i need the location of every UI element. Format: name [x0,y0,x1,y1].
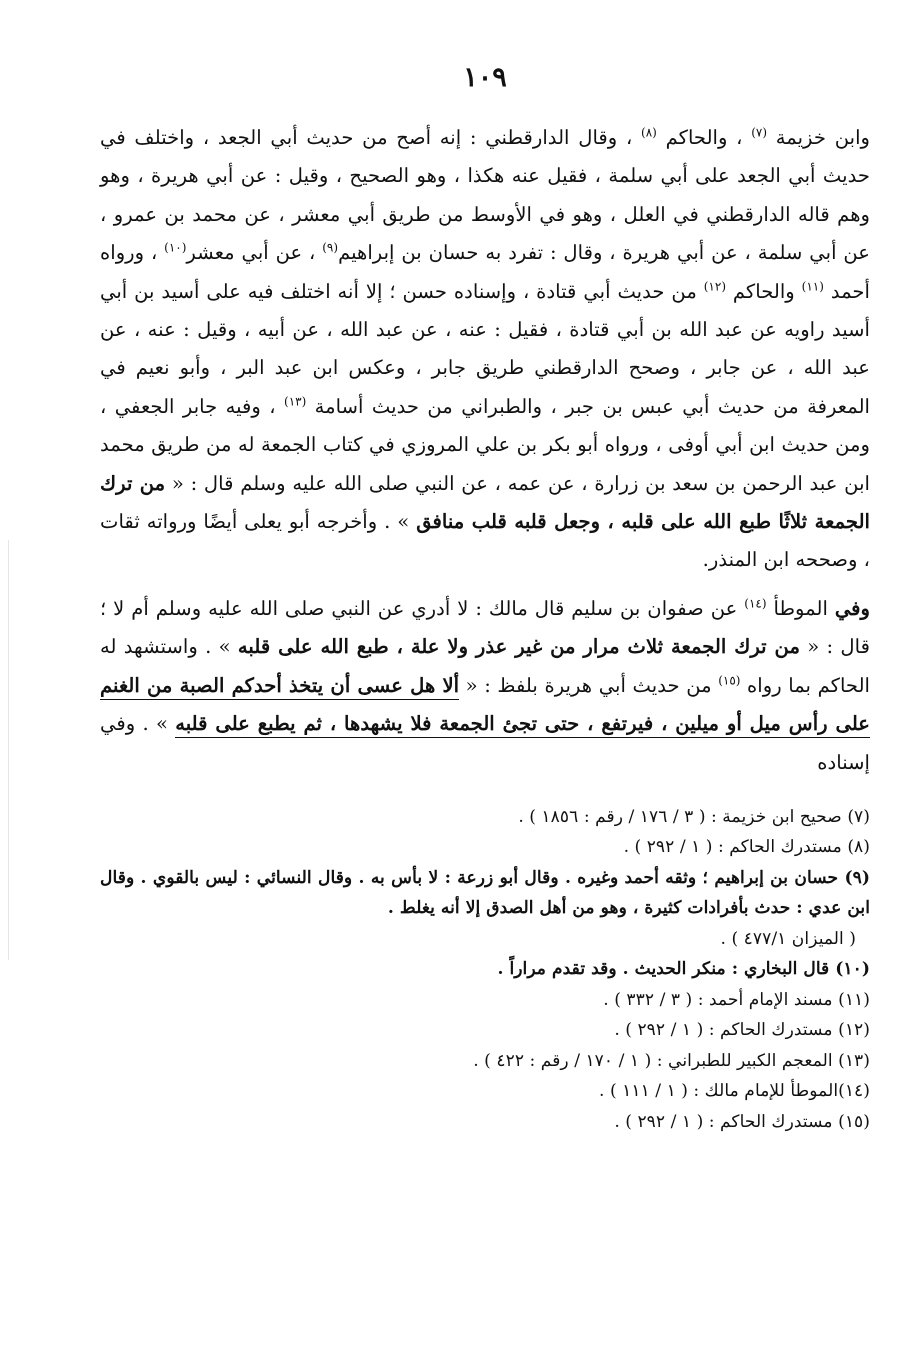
book-page [100,62,870,1137]
footnote-ref[interactable]: (٧) [751,125,768,140]
footnote-9: (٩) حسان بن إبراهيم ؛ وثقه أحمد وغيره . وقال أبو زرعة : لا بأس به . وقال النسائي : ليس بالقوي . وقال ابن عدي : حدث بأفرادات كثيرة ، وهو من أهل الصدق إلا أنه يغلط . [100,867,870,919]
page-number: ١٠٩ [463,62,507,93]
footnote-ref[interactable]: (٨) [641,125,657,140]
footnote-ref[interactable]: (١٣) [284,394,307,409]
text-run: الموطأ [766,596,835,620]
footnote-11: (١١) مسند الإمام أحمد : ( ٣ / ٣٣٢ ) . [603,989,870,1010]
main-paragraph-2 [100,590,870,782]
footnote-14: (١٤)الموطأ للإمام مالك : ( ١ / ١١١ ) . [599,1081,870,1102]
footnote-12: (١٢) مستدرك الحاكم : ( ١ / ٢٩٢ ) . [614,1020,870,1041]
footnote-10: (١٠) قال البخاري : منكر الحديث . وقد تقدم مراراً . [497,959,870,980]
text-run: ، وفيه جابر الجعفي ، ومن حديث ابن أبي أوفى ، ورواه أبو بكر بن علي المروزي في كتاب الجمعة له من طريق محمد ابن عبد الرحمن بن سعد بن زرارة ، عن عمه ، عن النبي صلى الله عليه وسلم قال : « [100,394,870,495]
hadith-quote: ألا هل عسى أن يتخذ أحدكم الصبة من الغنم على رأس ميل أو ميلين ، فيرتفع ، حتى تجئ الجمعة فلا يشهدها ، ثم يطبع على قلبه [100,674,870,738]
footnote-8: (٨) مستدرك الحاكم : ( ١ / ٢٩٢ ) . [623,837,870,858]
scan-margin-line [8,540,9,960]
footnote-ref[interactable]: (١١) [801,279,824,294]
text-run: من حديث أبي هريرة بلفظ : « [459,673,719,697]
text-run: ، ورواه أحمد [100,241,870,303]
footnote-ref[interactable]: (١٤) [744,596,767,611]
hadith-quote: من ترك الجمعة ثلاث مرار من غير عذر ولا علة ، طبع الله على قلبه [237,635,800,659]
hadith-quote: من ترك الجمعة ثلاثًا طبع الله على قلبه ، وجعل قلبه قلب منافق [100,471,870,534]
footnote-13: (١٣) المعجم الكبير للطبراني : ( ١ / ١٧٠ / رقم : ٤٢٢ ) . [473,1050,870,1071]
footnotes [100,802,870,1138]
main-paragraph-1 [100,119,870,580]
footnote-ref[interactable]: (٩) [322,240,339,255]
footnote-ref[interactable]: (١٠) [164,240,187,255]
footnote-7: (٧) صحيح ابن خزيمة : ( ٣ / ١٧٦ / رقم : ١٨٥٦ ) . [518,806,870,827]
text-run: ، والحاكم [656,126,752,149]
footnote-9-continued: ( الميزان ٤٧٧/١ ) . [720,928,856,949]
footnote-15: (١٥) مستدرك الحاكم : ( ١ / ٢٩٢ ) . [614,1111,870,1132]
text-run: والحاكم [726,279,802,303]
text-run: » . وفي إسناده [100,712,870,774]
text-run: » . واستشهد له الحاكم بما رواه [100,635,870,697]
text-run: ، وقال الدارقطني : إنه أصح من حديث أبي الجعد ، واختلف في حديث أبي الجعد على أبي سلمة ، فقيل عنه هكذا ، وهو الصحيح ، وقيل : عن أبي هريرة ، وهو وهم قاله الدارقطني في العلل ، وهو في الأوسط من طريق أبي معشر ، عن محمد بن عمرو ، عن أبي سلمة ، عن أبي هريرة ، وقال : تفرد به حسان بن إبراهيم [100,126,870,265]
text-run: ، عن أبي معشر [186,241,323,265]
text-run: عن صفوان بن سليم قال مالك : لا أدري عن النبي صلى الله عليه وسلم أم لا ؛ قال : « [100,596,870,659]
footnote-ref[interactable]: (١٢) [703,279,726,294]
text-run: وابن خزيمة [767,126,870,149]
text-run: » . وأخرجه أبو يعلى أيضًا ورواته ثقات ، وصححه ابن المنذر. [100,510,870,572]
text-run: من حديث أبي قتادة ، وإسناده حسن ؛ إلا أنه اختلف فيه على أسيد بن أبي أسيد راويه عن عبد الله بن أبي قتادة ، فقيل : عنه ، عن عبد الله ، عن أبيه ، وقيل : عنه ، عن عبد الله ، عن جابر ، وصحح الدارقطني طريق جابر ، وعكس ابن عبد البر ، وأبو نعيم في المعرفة من حديث أبي عبس بن جبر ، والطبراني من حديث أسامة [100,279,870,418]
footnote-ref[interactable]: (١٥) [718,673,741,688]
text-run-bold: وفي [834,596,870,620]
